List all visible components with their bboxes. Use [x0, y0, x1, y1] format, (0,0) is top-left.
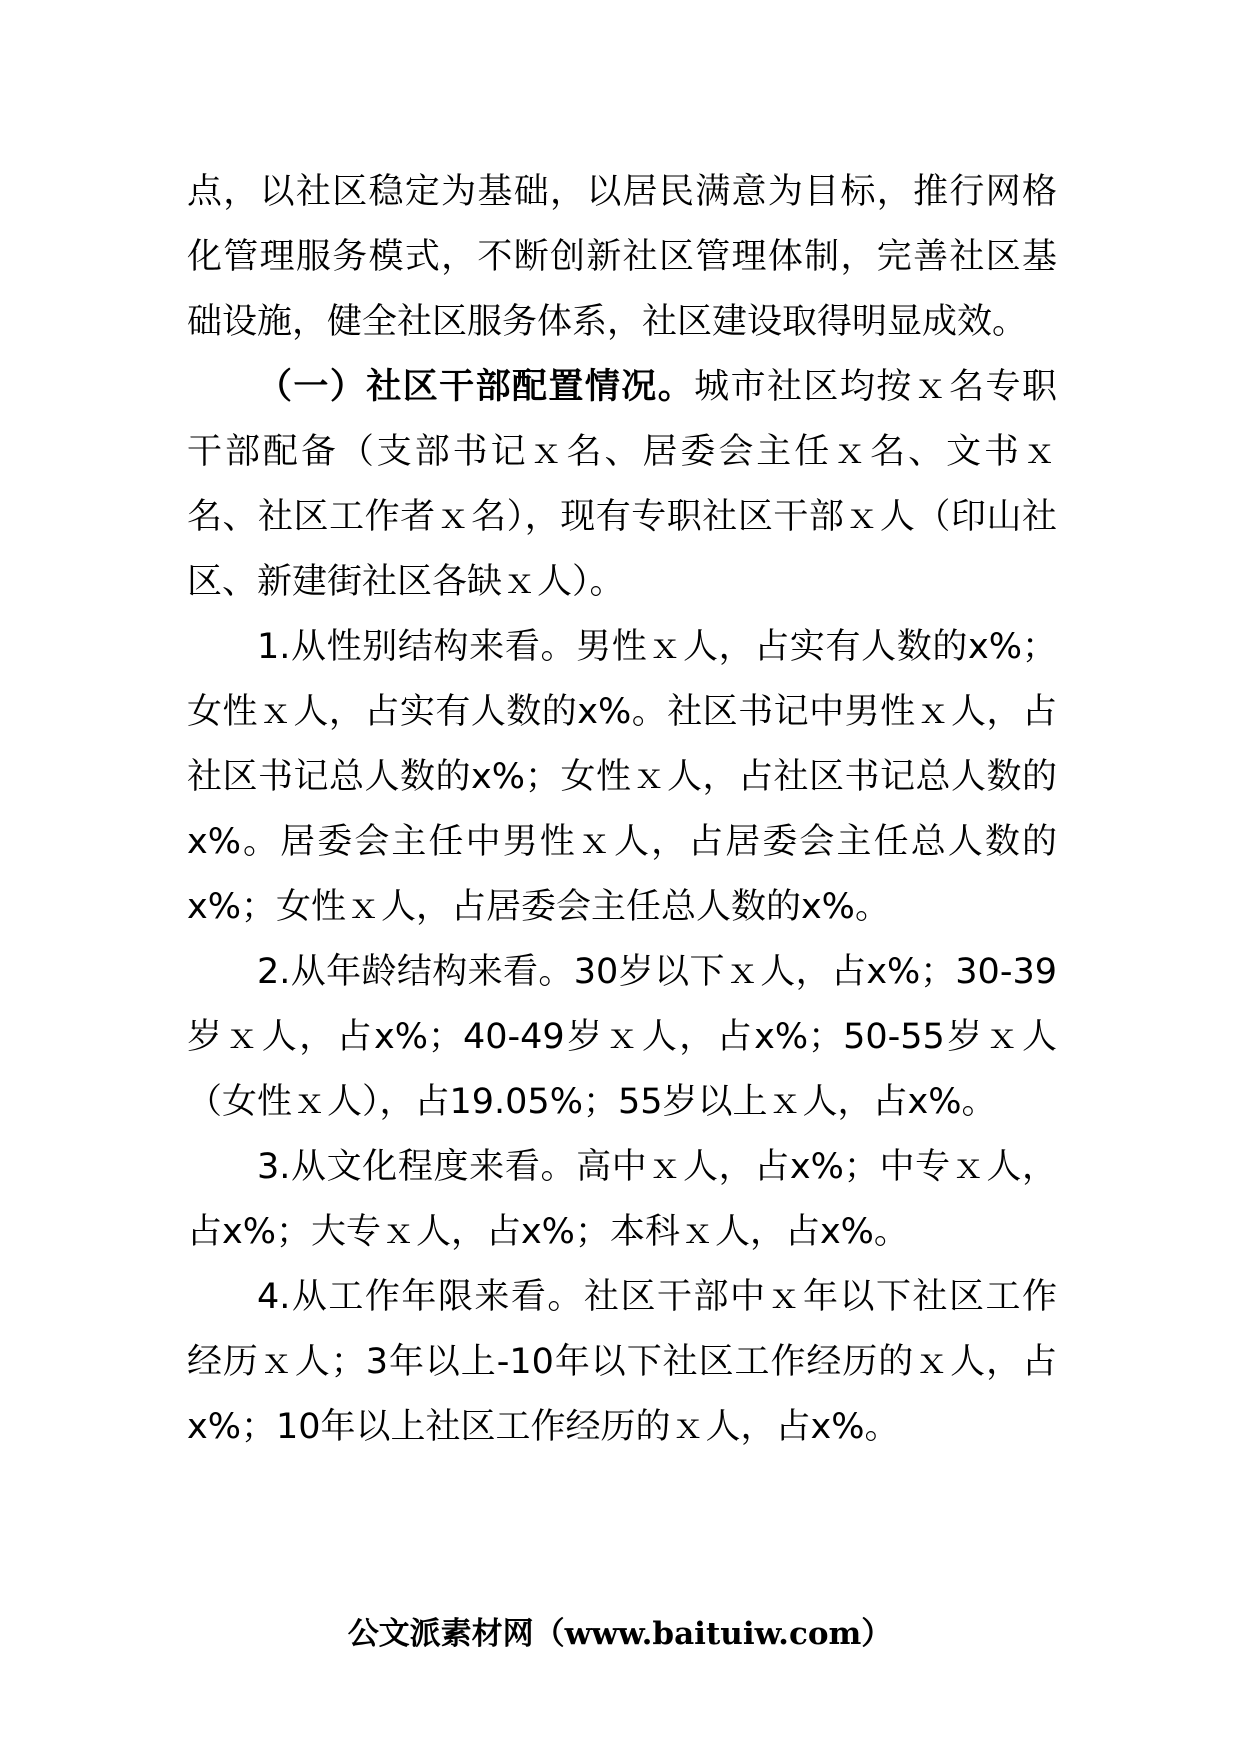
paragraph-text: 2.从年龄结构来看。30岁以下ｘ人，占x%；30-39岁ｘ人，占x%；40-49岁ｘ人，占x%；50-55岁ｘ人（女性ｘ人），占19.05%；55岁以上ｘ人，占x%。: [187, 952, 1057, 1122]
paragraph-intro-continuation: [187, 160, 1057, 355]
section-heading: （一）社区干部配置情况。: [257, 367, 695, 407]
paragraph-text: 4.从工作年限来看。社区干部中ｘ年以下社区工作经历ｘ人；3年以上-10年以下社区工作经历的ｘ人，占x%；10年以上社区工作经历的ｘ人，占x%。: [187, 1277, 1057, 1447]
paragraph-work-years: [187, 1265, 1057, 1460]
paragraph-gender-structure: [187, 615, 1057, 940]
document-body: [187, 160, 1057, 1460]
page-footer-source: 公文派素材网（www.baituiw.com）: [347, 1616, 893, 1652]
paragraph-education-level: [187, 1135, 1057, 1265]
paragraph-text: 3.从文化程度来看。高中ｘ人，占x%；中专ｘ人，占x%；大专ｘ人，占x%；本科ｘ人，占x%。: [187, 1147, 1057, 1252]
paragraph-section-1: [187, 355, 1057, 615]
paragraph-text: 点，以社区稳定为基础，以居民满意为目标，推行网格化管理服务模式，不断创新社区管理体制，完善社区基础设施，健全社区服务体系，社区建设取得明显成效。: [187, 172, 1057, 342]
paragraph-text: 城市社区均按ｘ名专职干部配备（支部书记ｘ名、居委会主任ｘ名、文书ｘ名、社区工作者ｘ名），现有专职社区干部ｘ人（印山社区、新建街社区各缺ｘ人）。: [187, 367, 1057, 602]
paragraph-age-structure: [187, 940, 1057, 1135]
paragraph-text: 1.从性别结构来看。男性ｘ人，占实有人数的x%；女性ｘ人，占实有人数的x%。社区书记中男性ｘ人，占社区书记总人数的x%；女性ｘ人，占社区书记总人数的x%。居委会主任中男性ｘ人，占居委会主任总人数的x%；女性ｘ人，占居委会主任总人数的x%。: [187, 627, 1057, 927]
